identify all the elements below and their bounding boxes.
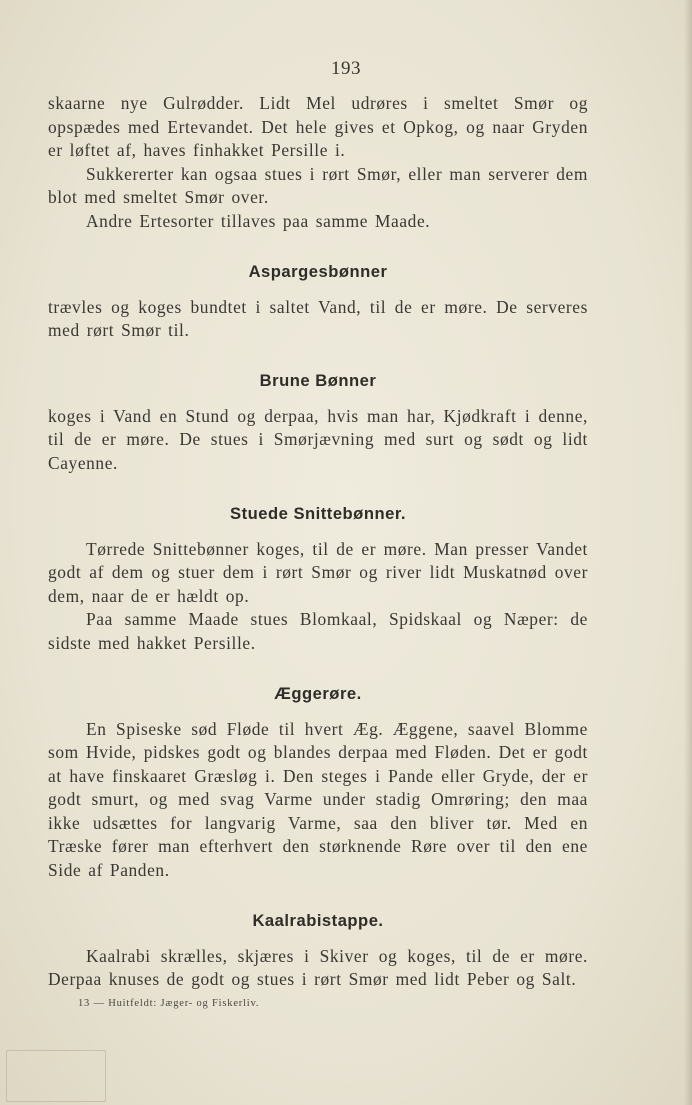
paragraph-sugar-peas: Sukkererter kan ogsaa stues i rørt Smør, eller man serverer dem blot med smeltet Smør over. [48, 163, 588, 208]
page-corner-mark [6, 1050, 106, 1102]
heading-stuede-snittebonner: Stuede Snittebønner. [230, 503, 406, 523]
paragraph-other-peas: Andre Ertesorter tillaves paa samme Maade. [86, 210, 431, 231]
page-edge-shadow [684, 0, 692, 1105]
heading-aeggerore: Æggerøre. [274, 683, 362, 703]
heading-kaalrabistappe: Kaalrabistappe. [252, 910, 384, 930]
heading-brune-bonner: Brune Bønner [259, 370, 377, 390]
paragraph-peas-stew: skaarne nye Gulrødder. Lidt Mel udrøres i smeltet Smør og opspædes med Ertevandet. Det hele gives et Opkog, og naar Gryden er løftet af, haves finhakket Persille i. [48, 93, 588, 161]
paragraph-aeggerore: En Spiseske sød Fløde til hvert Æg. Æggene, saavel Blomme som Hvide, pidskes godt og blandes derpaa med Fløden. Det er godt at have finskaaret Græsløg i. Den steges i Pande eller Gryde, der er godt smurt, og med svag Varme under stadig Omrøring; den maa ikke udsættes for langvarig Varme, saa den bliver tør. Med en Træske fører man efterhvert den størknende Røre over til den ene Side af Panden. [48, 718, 588, 881]
signature-footnote: 13 — Huitfeldt: Jæger- og Fiskerliv. [78, 997, 260, 1009]
page-content [48, 92, 588, 1009]
paragraph-snittebonner: Tørrede Snittebønner koges, til de er møre. Man presser Vandet godt af dem og stuer dem i rørt Smør og river lidt Muskatnød over dem, naar de er hældt op. [48, 538, 588, 606]
paragraph-blomkaal: Paa samme Maade stues Blomkaal, Spidskaal og Næper: de sidste med hakket Persille. [48, 609, 588, 653]
paragraph-kaalrabistappe: Kaalrabi skrælles, skjæres i Skiver og koges, til de er møre. Derpaa knuses de godt og stues i rørt Smør med lidt Peber og Salt. [48, 945, 588, 990]
paragraph-aspargesbonner: trævles og koges bundtet i saltet Vand, til de er møre. De serveres med rørt Smør til. [48, 296, 588, 341]
paragraph-brune-bonner: koges i Vand en Stund og derpaa, hvis man har, Kjødkraft i denne, til de er møre. De stues i Smørjævning med surt og sødt og lidt Cayenne. [48, 405, 588, 473]
heading-aspargesbonner: Aspargesbønner [248, 261, 388, 281]
page-number: 193 [331, 58, 361, 79]
